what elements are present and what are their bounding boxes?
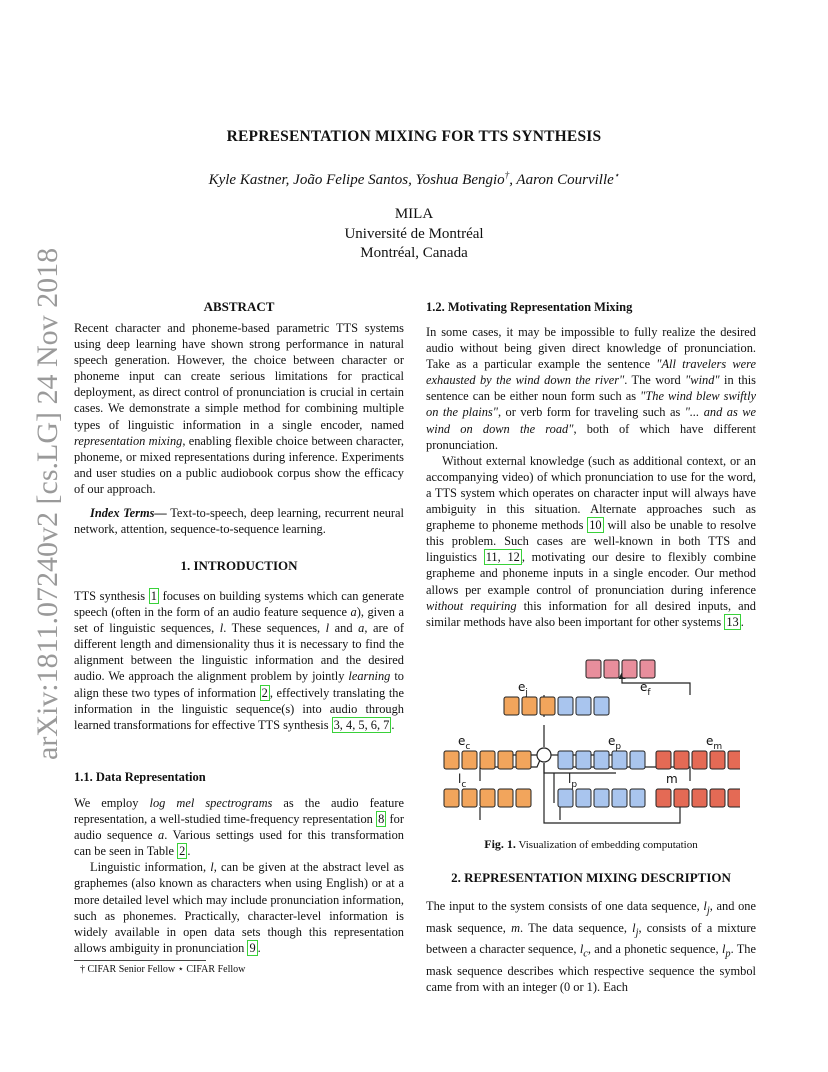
affiliation-line: Université de Montréal	[344, 225, 484, 242]
ef-embedding-box	[604, 660, 619, 678]
citation-link[interactable]: 8	[378, 812, 385, 827]
ep-embedding-box	[558, 751, 573, 769]
citation-link[interactable]: 9	[249, 940, 256, 955]
ej-embedding-box	[504, 697, 519, 715]
affiliation-line: Montréal, Canada	[360, 245, 468, 261]
footnote: † CIFAR Senior Fellow ⋆ CIFAR Fellow	[80, 964, 246, 975]
citation-link[interactable]: 13	[726, 614, 739, 629]
affiliation-line: MILA	[394, 206, 434, 222]
ej-embedding-box	[558, 697, 573, 715]
label-m: m	[666, 772, 678, 786]
diagram-boxes	[444, 660, 740, 807]
citation-link[interactable]: 2	[261, 685, 268, 700]
lc-input-box	[462, 789, 477, 807]
label-ep: $e_p$	[608, 734, 622, 752]
data-rep-heading: 1.1. Data Representation	[74, 770, 206, 784]
author-list: Kyle Kastner, João Felipe Santos, Yoshua Bengio†, Aaron Courville⋆	[208, 170, 620, 188]
ec-embedding-box	[480, 751, 495, 769]
figure-caption-label: Fig. 1.	[484, 837, 516, 851]
lc-input-box	[480, 789, 495, 807]
ef-embedding-box	[622, 660, 637, 678]
index-terms-label: Index Terms—	[90, 506, 167, 520]
ep-embedding-box	[594, 751, 609, 769]
lp-input-box	[594, 789, 609, 807]
lc-input-box	[498, 789, 513, 807]
m-input-box	[692, 789, 707, 807]
figure-caption-text: Visualization of embedding computation	[518, 839, 698, 851]
lc-input-box	[444, 789, 459, 807]
intro-heading: 1. INTRODUCTION	[180, 558, 298, 573]
ef-embedding-box	[586, 660, 601, 678]
label-lp: $l_p$	[568, 772, 578, 790]
m-input-box	[710, 789, 725, 807]
embedding-diagram	[440, 655, 740, 825]
motivating-text: In some cases, it may be impossible to fully realize the desired audio without being given direct knowledge of pronunciation. Take as a particular example the sentence "All travelers were exhausted by the wind down the river". The word "wind" in this sentence can be either noun form such as "The wind blew swiftly on the plains", or verb form for traveling such as "... and as we wind on down the road", both of which have different pronunciation. Without external knowledge (such as additional context, or an accompanying video) of which pronunciation to use for the word, a TTS system which operates on character input will always have ambiguity in this situation. Alternate approaches such as grapheme to phoneme methods 10 will also be unable to resolve this problem. Such cases are well-known in both TTS and linguistics 11, 12 , motivating our desire to flexibly combine grapheme and phoneme inputs in a single encoder. Our method allows per example control of pronunciation during inference without requiring this information for all desired inputs, and similar methods have also been important for other systems 13 .	[426, 325, 757, 629]
index-terms-text: Text-to-speech, deep learning, recurrent neural network, attention, sequence-to-sequence learning.	[74, 506, 405, 537]
ej-embedding-box	[522, 697, 537, 715]
index-terms	[74, 505, 404, 537]
citation-link[interactable]: 10	[589, 518, 602, 533]
m-input-box	[728, 789, 740, 807]
ec-embedding-box	[444, 751, 459, 769]
abstract-heading: ABSTRACT	[203, 299, 275, 314]
ep-embedding-box	[576, 751, 591, 769]
paper-title: REPRESENTATION MIXING FOR TTS SYNTHESIS	[226, 128, 602, 145]
lc-input-box	[516, 789, 531, 807]
lp-input-box	[612, 789, 627, 807]
citation-link[interactable]: 3, 4, 5, 6, 7	[333, 717, 390, 732]
ep-embedding-box	[612, 751, 627, 769]
ec-embedding-box	[462, 751, 477, 769]
em-embedding-box	[656, 751, 671, 769]
m-input-box	[674, 789, 689, 807]
label-lc: $l_c$	[458, 772, 467, 790]
figure-caption	[426, 837, 756, 852]
footnote-rule	[74, 960, 206, 961]
label-em: $e_m$	[706, 734, 723, 752]
data-rep-text: We employ log mel spectrograms as the audio feature representation, a well-studied time-frequency representation 8 for audio sequence a. Various settings used for this transformation can be seen in Table 2 . Linguistic information, l, can be given at the abstract level as graphemes (also known as characters when using English) or at a more detailed level which may include pronunciation information, such as phonemes. Practically, character-level information is widely available in open data sets though this representation allows ambiguity in pronunciation 9 .	[74, 796, 405, 955]
em-embedding-box	[692, 751, 707, 769]
lp-input-box	[558, 789, 573, 807]
section2-heading: 2. REPRESENTATION MIXING DESCRIPTION	[451, 870, 731, 885]
abstract-text: Recent character and phoneme-based parametric TTS systems using deep learning have shown strong performance in natural speech generation. However, the choice between character or phoneme input can create serious limitations for practical deployment, as direct control of pronunciation is crucial in certain cases. We demonstrate a simple method for combining multiple types of linguistic information in a single encoder, named representation mixing, enabling flexible choice between character, phoneme, or mixed representations during inference. Experiments and user studies on a public audiobook corpus show the efficacy of our approach.	[74, 321, 404, 496]
table-link[interactable]: 2	[179, 844, 186, 859]
mixing-node	[537, 748, 551, 762]
ec-embedding-box	[516, 751, 531, 769]
label-ec: $e_c$	[458, 734, 471, 752]
ec-embedding-box	[498, 751, 513, 769]
ej-embedding-box	[576, 697, 591, 715]
em-embedding-box	[674, 751, 689, 769]
ef-embedding-box	[640, 660, 655, 678]
section2-text: The input to the system consists of one data sequence, $l_j$, and one mask sequence, m. The data sequence, $l_j$, consists of a mixture between a character sequence, $l_c$, and a phonetic sequence, $l_p$. The mask sequence describes which respective sequence the symbol came from with an integer (0 or 1). Each	[426, 899, 757, 994]
label-ef: $e_f$	[640, 680, 651, 698]
arxiv-identifier: arXiv:1811.07240v2 [cs.LG] 24 Nov 2018	[31, 247, 64, 760]
label-ej: $e_j$	[518, 680, 528, 698]
em-embedding-box	[728, 751, 740, 769]
ep-embedding-box	[630, 751, 645, 769]
citation-link[interactable]: 1	[150, 589, 157, 603]
lp-input-box	[576, 789, 591, 807]
em-embedding-box	[710, 751, 725, 769]
ej-embedding-box	[540, 697, 555, 715]
lp-input-box	[630, 789, 645, 807]
ej-embedding-box	[594, 697, 609, 715]
citation-link[interactable]: 11, 12	[485, 550, 520, 565]
affiliation	[0, 205, 828, 264]
m-input-box	[656, 789, 671, 807]
intro-text: TTS synthesis 1 focuses on building systems which can generate speech (often in the form of an audio feature sequence a), given a set of linguistic sequences, l. These sequences, l and a, are of different length and dimensionality thus it is necessary to find the alignment between the linguistic information and the desired audio. We approach the alignment problem by jointly learning to align these two types of information 2 , effectively translating the information in the linguistic sequence(s) into audio through learned transformations for effective TTS synthesis 3, 4, 5, 6, 7 .	[74, 589, 404, 732]
motivating-heading: 1.2. Motivating Representation Mixing	[426, 300, 633, 314]
